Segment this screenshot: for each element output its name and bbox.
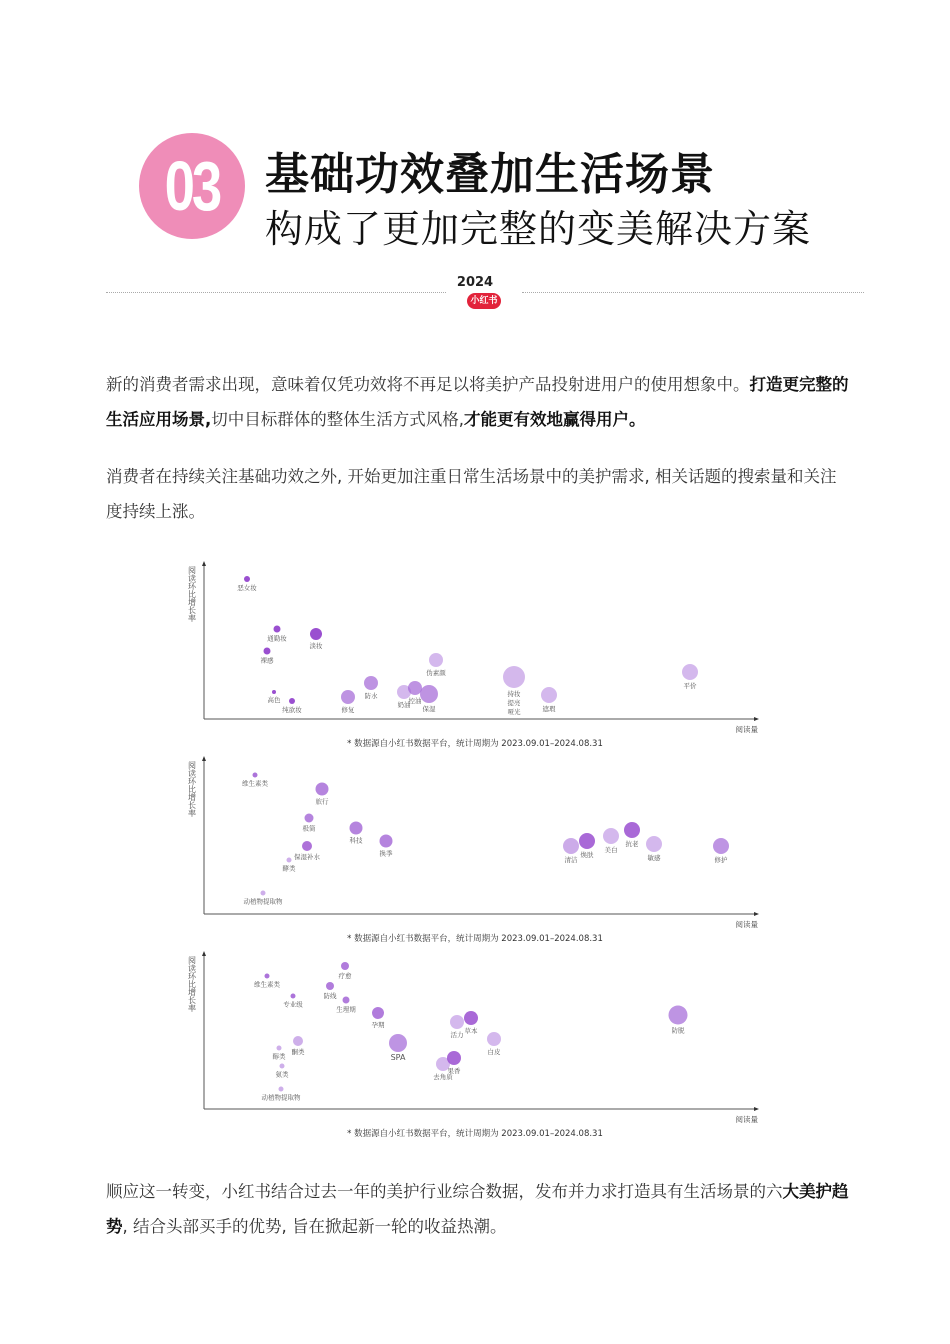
data-point <box>646 836 662 862</box>
data-point <box>624 822 640 848</box>
x-axis-label: 阅读量 <box>735 920 758 929</box>
data-point-label: 活力 <box>450 1031 464 1039</box>
data-point <box>420 685 438 713</box>
data-point-label: 酵类 <box>282 864 296 873</box>
data-point-label: 酮类 <box>291 1048 305 1056</box>
data-point-label: 动植物提取物 <box>261 1093 301 1102</box>
y-axis-label: 阅读环比增长率 <box>187 956 197 1012</box>
data-point <box>380 835 394 858</box>
data-point <box>464 1011 478 1035</box>
data-point <box>273 1046 287 1061</box>
data-point <box>268 690 282 704</box>
data-point-label: 白皮 <box>487 1048 501 1056</box>
data-point-label: 保湿 <box>422 705 436 713</box>
data-point <box>261 648 275 665</box>
data-point <box>579 833 595 859</box>
data-point-label: 氨类 <box>275 1070 289 1079</box>
chart-3-source: * 数据源自小红书数据平台，统计周期为 2023.09.01–2024.08.31 <box>347 1129 603 1139</box>
data-point-label: 换季 <box>379 849 393 858</box>
data-point-label: 美白 <box>604 846 618 854</box>
data-point <box>372 1007 386 1029</box>
data-point-label: 裸感 <box>260 656 274 665</box>
data-point-label: 防线 <box>323 992 337 1000</box>
data-point-label: 防水 <box>364 692 378 700</box>
data-point <box>282 698 302 714</box>
intro-text: 切中目标群体的整体生活方式风格, <box>211 410 465 429</box>
page-title: 基础功效叠加生活场景 <box>265 149 715 200</box>
data-point <box>242 773 269 788</box>
intro-emphasis: 打造更完整的生活应用场景, <box>106 375 849 429</box>
data-point-label: 醇类 <box>272 1052 286 1061</box>
outro-paragraph <box>106 1174 851 1244</box>
data-point-label: 科技 <box>349 836 363 845</box>
data-point-label: 纯欲妆 <box>282 706 302 714</box>
data-point <box>262 1087 302 1102</box>
data-point <box>669 1006 688 1035</box>
data-point-label: 淡妆 <box>309 642 323 650</box>
data-point-label: 维生素类 <box>242 779 268 788</box>
outro-text: , 结合头部买手的优势, 旨在掀起新一轮的收益热潮。 <box>122 1217 507 1236</box>
data-point-label: 去角质 <box>433 1073 453 1081</box>
y-axis-label: 阅读环比增长率 <box>187 566 197 622</box>
data-point <box>267 626 287 643</box>
data-point-label: 极简 <box>302 824 316 833</box>
data-point-label: 哑光 <box>507 708 521 716</box>
scatter-chart-1 <box>180 558 780 738</box>
divider-left <box>106 292 446 293</box>
data-point-label: 高色 <box>267 696 281 704</box>
intro-text: 新的消费者需求出现，意味着仅凭功效将不再足以将美护产品投射进用户的使用想象中。 <box>106 375 750 394</box>
data-point-label: 旅行 <box>315 797 329 806</box>
chart-1-source: * 数据源自小红书数据平台，统计周期为 2023.09.01–2024.08.31 <box>347 739 603 749</box>
data-point-label: 疗愈 <box>338 972 352 980</box>
data-point-label: 抗老 <box>625 840 639 848</box>
data-point <box>603 828 619 854</box>
data-point-label: 防脱 <box>671 1026 685 1035</box>
outro-emphasis: 大美护趋势 <box>106 1182 849 1236</box>
data-point <box>350 822 364 845</box>
axes <box>202 756 759 916</box>
outro-text: 顺应这一转变，小红书结合过去一年的美护行业综合数据，发布并力求打造具有生活场景的六 <box>106 1182 783 1201</box>
intro-paragraph-1 <box>106 367 851 437</box>
data-point <box>682 664 698 690</box>
scatter-chart-3 <box>180 948 780 1128</box>
data-point <box>303 814 317 833</box>
data-point <box>316 783 330 806</box>
data-point-label: 修复 <box>341 706 355 714</box>
data-point-label: 控油 <box>408 697 422 705</box>
intro-paragraph-2: 消费者在持续关注基础功效之外, 开始更加注重日常生活场景中的美护需求, 相关话题的搜索量和关注度持续上涨。 <box>106 467 837 521</box>
data-point-label: 专业级 <box>283 1000 303 1009</box>
data-point-label: 孕期 <box>371 1021 385 1029</box>
y-axis-label: 阅读环比增长率 <box>187 761 197 817</box>
section-number: 03 <box>164 147 220 225</box>
data-point-label: 通勤妆 <box>267 634 287 643</box>
data-point <box>237 576 257 592</box>
chart-2-source: * 数据源自小红书数据平台，统计周期为 2023.09.01–2024.08.31 <box>347 934 603 944</box>
data-point-label: 敏感 <box>647 854 661 862</box>
data-point-label: 修护 <box>714 856 728 864</box>
data-point <box>341 690 355 714</box>
data-point <box>563 838 579 864</box>
page-subtitle: 构成了更加完整的变美解决方案 <box>265 207 812 251</box>
data-point <box>294 841 321 861</box>
data-point-label: 动植物提取物 <box>243 897 283 906</box>
data-point <box>276 1064 290 1079</box>
data-point <box>503 666 525 716</box>
year-label: 2024 <box>456 275 494 290</box>
data-point-label: 遮瑕 <box>542 705 556 713</box>
data-point <box>389 1034 407 1062</box>
data-point-label: 果香 <box>447 1067 461 1075</box>
data-point <box>292 1036 306 1056</box>
data-point-label: 焕肤 <box>580 851 594 859</box>
data-point <box>336 997 356 1014</box>
data-point-label: 提亮 <box>507 699 521 707</box>
data-point <box>364 676 378 700</box>
data-point <box>450 1015 464 1039</box>
divider-right <box>522 292 864 293</box>
data-point-label: 保湿补水 <box>294 853 320 861</box>
data-point-label: 伪素颜 <box>426 669 446 677</box>
data-point <box>310 628 324 650</box>
data-point-label: 奶油 <box>397 701 411 709</box>
x-axis-label: 阅读量 <box>735 725 758 734</box>
section-number-badge <box>139 133 245 239</box>
data-point-label: 草本 <box>464 1027 478 1035</box>
data-point-label: 持妆 <box>507 690 521 698</box>
data-point-label: 恶女妆 <box>237 584 257 592</box>
data-point-label: 生理期 <box>336 1005 356 1014</box>
data-point-label: SPA <box>390 1053 406 1062</box>
data-point <box>487 1032 501 1056</box>
x-axis-label: 阅读量 <box>735 1115 758 1124</box>
data-point <box>339 962 353 980</box>
data-point-label: 清洁 <box>564 856 578 864</box>
intro-emphasis: 才能更有效地赢得用户。 <box>464 410 646 429</box>
data-point <box>713 838 729 864</box>
scatter-chart-2 <box>180 753 780 933</box>
data-point-label: 维生素类 <box>254 980 280 989</box>
data-point-label: 平价 <box>683 682 697 690</box>
data-point <box>254 974 281 989</box>
data-point <box>541 687 557 713</box>
data-point <box>244 891 284 906</box>
data-point <box>426 653 446 677</box>
brand-logo: 小红书 <box>467 293 501 309</box>
data-point <box>283 994 303 1009</box>
data-point <box>324 982 338 1000</box>
